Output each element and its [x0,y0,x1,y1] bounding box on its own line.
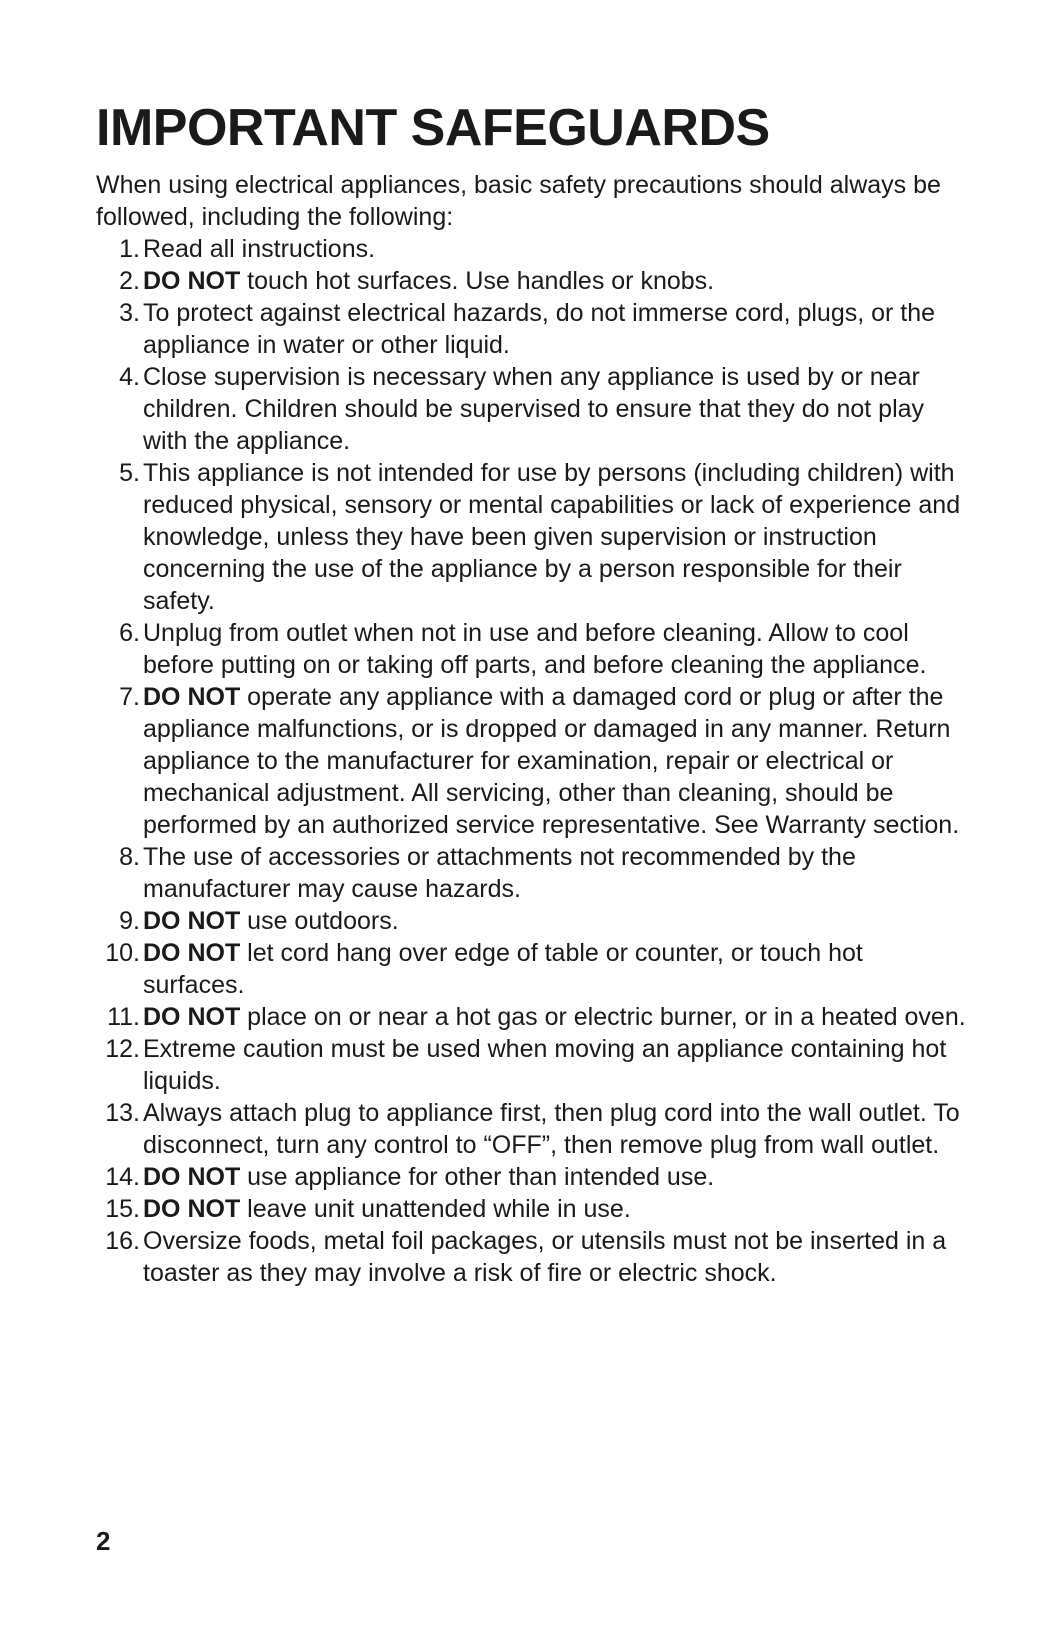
safeguard-item [96,937,966,1001]
safeguard-item [96,617,966,681]
item-body: let cord hang over edge of table or counter, or touch hot surfaces. [143,939,863,999]
item-text [140,233,966,265]
item-number: 6. [119,619,140,647]
page-title: IMPORTANT SAFEGUARDS [96,99,770,157]
item-text [140,841,966,905]
item-body: Read all instructions. [143,235,376,263]
item-number: 14. [105,1163,140,1191]
item-text [140,457,966,617]
item-text [140,265,966,297]
do-not-emphasis: DO NOT [143,267,241,295]
safeguard-item [96,841,966,905]
item-body: place on or near a hot gas or electric burner, or in a heated oven. [240,1003,966,1031]
item-text [140,937,966,1001]
safeguard-item [96,1193,966,1225]
do-not-emphasis: DO NOT [143,907,241,935]
item-text [140,1193,966,1225]
item-body: touch hot surfaces. Use handles or knobs. [240,267,715,295]
item-body: The use of accessories or attachments not recommended by the manufacturer may cause hazards. [143,843,856,903]
safeguard-item [96,1097,966,1161]
item-number: 11. [107,1003,140,1031]
item-body: operate any appliance with a damaged cord or plug or after the appliance malfunctions, or is dropped or damaged in any manner. Return appliance to the manufacturer for examination, repair or electrical or mechanical adjustment. All servicing, other than cleaning, should be performed by an authorized service representative. See Warranty section. [143,683,960,839]
safeguard-item [96,1033,966,1097]
safeguard-item [96,361,966,457]
item-text [140,1097,966,1161]
safeguard-item [96,1225,966,1289]
do-not-emphasis: DO NOT [143,1163,241,1191]
item-number: 12. [105,1035,140,1063]
item-text [140,1225,966,1289]
intro-paragraph: When using electrical appliances, basic safety precautions should always be followed, including the following: [96,171,941,231]
item-body: Always attach plug to appliance first, then plug cord into the wall outlet. To disconnect, turn any control to “OFF”, then remove plug from wall outlet. [143,1099,960,1159]
do-not-emphasis: DO NOT [143,683,241,711]
item-body: This appliance is not intended for use by persons (including children) with reduced physical, sensory or mental capabilities or lack of experience and knowledge, unless they have been given supervision or instruction concerning the use of the appliance by a person responsible for their safety. [143,459,961,615]
item-number: 15. [105,1195,140,1223]
item-number: 13. [105,1099,140,1127]
item-number: 2. [119,267,140,295]
item-text [140,297,966,361]
item-number: 8. [119,843,140,871]
safeguard-item [96,1161,966,1193]
item-text [140,1033,966,1097]
item-number: 3. [119,299,140,327]
page-number: 2 [96,1526,111,1556]
item-body: Extreme caution must be used when moving an appliance containing hot liquids. [143,1035,947,1095]
item-body: Oversize foods, metal foil packages, or utensils must not be inserted in a toaster as they may involve a risk of fire or electric shock. [143,1227,947,1287]
item-number: 1. [119,235,140,263]
safeguard-item [96,681,966,841]
safeguard-item [96,905,966,937]
item-body: use outdoors. [240,907,399,935]
item-number: 5. [119,459,140,487]
item-body: use appliance for other than intended use. [240,1163,715,1191]
item-number: 9. [119,907,140,935]
safeguards-list [96,233,966,1289]
safeguard-item [96,457,966,617]
item-text [140,681,966,841]
item-text [140,1161,966,1193]
item-body: Unplug from outlet when not in use and before cleaning. Allow to cool before putting on or taking off parts, and before cleaning the appliance. [143,619,927,679]
do-not-emphasis: DO NOT [143,939,241,967]
safeguard-item [96,297,966,361]
item-number: 16. [105,1227,140,1255]
safeguard-item [96,233,966,265]
item-body: leave unit unattended while in use. [240,1195,631,1223]
safeguard-item [96,1001,966,1033]
item-number: 10. [105,939,140,967]
item-text [140,617,966,681]
item-body: Close supervision is necessary when any appliance is used by or near children. Children should be supervised to ensure that they do not play with the appliance. [143,363,925,455]
item-text [140,905,966,937]
item-text [140,361,966,457]
item-number: 4. [119,363,140,391]
do-not-emphasis: DO NOT [143,1003,241,1031]
do-not-emphasis: DO NOT [143,1195,241,1223]
item-body: To protect against electrical hazards, do not immerse cord, plugs, or the appliance in water or other liquid. [143,299,936,359]
safeguard-item [96,265,966,297]
item-text [140,1001,966,1033]
item-number: 7. [119,683,140,711]
